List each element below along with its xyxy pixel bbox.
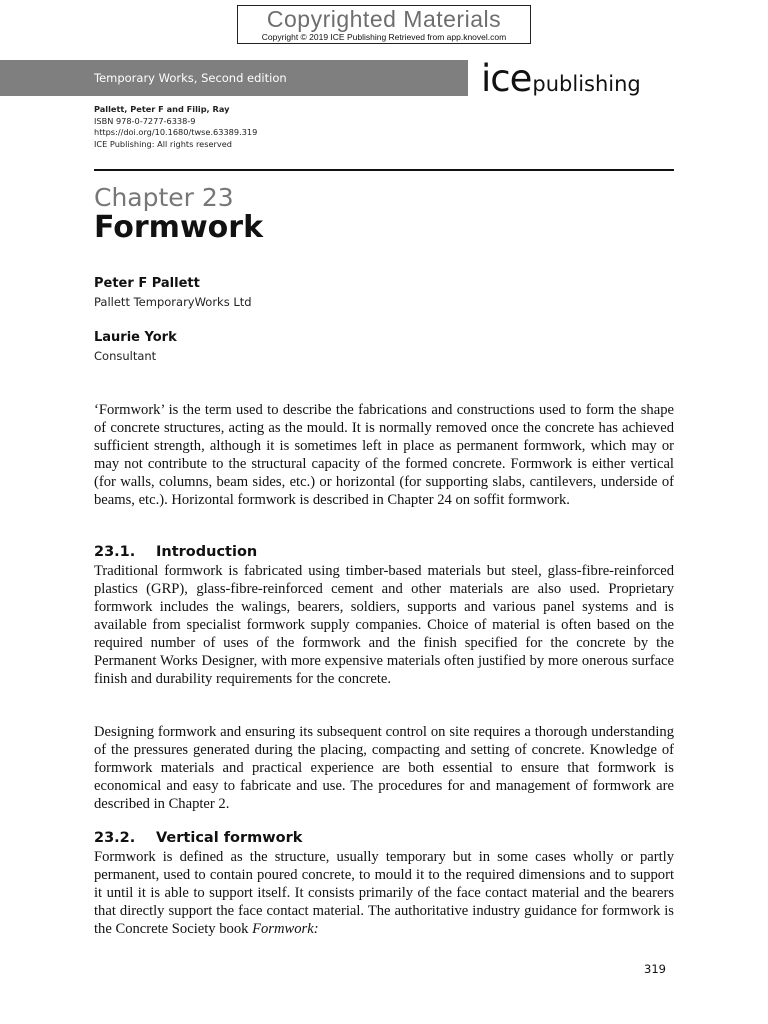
section-title: Vertical formwork (156, 830, 303, 846)
author-name: Peter F Pallett (94, 276, 200, 291)
author-block (94, 329, 177, 365)
chapter-title: Formwork (94, 210, 264, 245)
section-heading (94, 543, 257, 561)
book-title: Temporary Works, Second edition (94, 71, 287, 85)
body-paragraph: Traditional formwork is fabricated using timber-based materials but steel, glass-fibre-reinforced plastics (GRP), glass-fibre-reinforced cement and other materials are also used. Proprietary formwork includes the walings, bearers, soldiers, supports and various panel systems and is available from specialist formwork supply companies. Choice of material is often based on the required number of uses of the formwork and the finish specified for the concrete by the Permanent Works Designer, with more expensive materials often justified by more onerous surface finish and durability requirements for the concrete. (94, 563, 674, 687)
header-divider (94, 169, 674, 171)
book-title-italic: Formwork: (252, 921, 319, 937)
logo-publishing-text: publishing (532, 72, 641, 96)
copyright-watermark (237, 5, 531, 44)
meta-rights: ICE Publishing: All rights reserved (94, 138, 232, 149)
ice-publishing-logo (481, 57, 641, 100)
chapter-label: Chapter 23 (94, 183, 234, 212)
body-paragraph (94, 848, 674, 938)
watermark-title: Copyrighted Materials (266, 6, 502, 32)
section-heading (94, 829, 302, 847)
section-number: 23.2. (94, 830, 136, 846)
author-name: Laurie York (94, 330, 177, 345)
body-paragraph: Designing formwork and ensuring its subsequent control on site requires a thorough understanding of the pressures generated during the placing, compacting and setting of concrete. Knowledge of formwork materials and practical experience are both essential to ensure that formwork is economical and easy to fabricate and use. The procedures for and management of formwork are described in Chapter 2. (94, 724, 674, 812)
section-title: Introduction (156, 544, 258, 560)
citation-metadata (94, 104, 257, 150)
intro-paragraph: ‘Formwork’ is the term used to describe the fabrications and constructions used to form the shape of concrete structures, acting as the mould. It is normally removed once the concrete has achieved sufficient strength, although it is sometimes left in place as permanent formwork, which may or may not contribute to the structural capacity of the formed concrete. Formwork is either vertical (for walls, columns, beam sides, etc.) or horizontal (for supporting slabs, cantilevers, underside of beams, etc.). Horizontal formwork is described in Chapter 24 on soffit formwork. (94, 402, 674, 508)
page-number: 319 (644, 962, 666, 976)
section-number: 23.1. (94, 544, 136, 560)
meta-isbn: ISBN 978-0-7277-6338-9 (94, 115, 196, 126)
watermark-subtitle: Copyright © 2019 ICE Publishing Retrieved from app.knovel.com (261, 32, 507, 42)
meta-authors: Pallett, Peter F and Filip, Ray (94, 104, 230, 114)
paragraph-text: Formwork is defined as the structure, usually temporary but in some cases wholly or partly permanent, used to contain poured concrete, to mould it to the required dimensions and to support it until it is able to support itself. It consists primarily of the face contact material and the bearers that directly support the face contact material. The authoritative industry guidance for formwork is the Concrete Society book (94, 849, 674, 937)
logo-ice-text: ice (481, 57, 532, 100)
author-affiliation: Pallett TemporaryWorks Ltd (94, 295, 252, 309)
author-affiliation: Consultant (94, 349, 157, 363)
author-block (94, 275, 252, 311)
book-title-banner (0, 60, 468, 96)
meta-doi[interactable]: https://doi.org/10.1680/twse.63389.319 (94, 127, 258, 137)
